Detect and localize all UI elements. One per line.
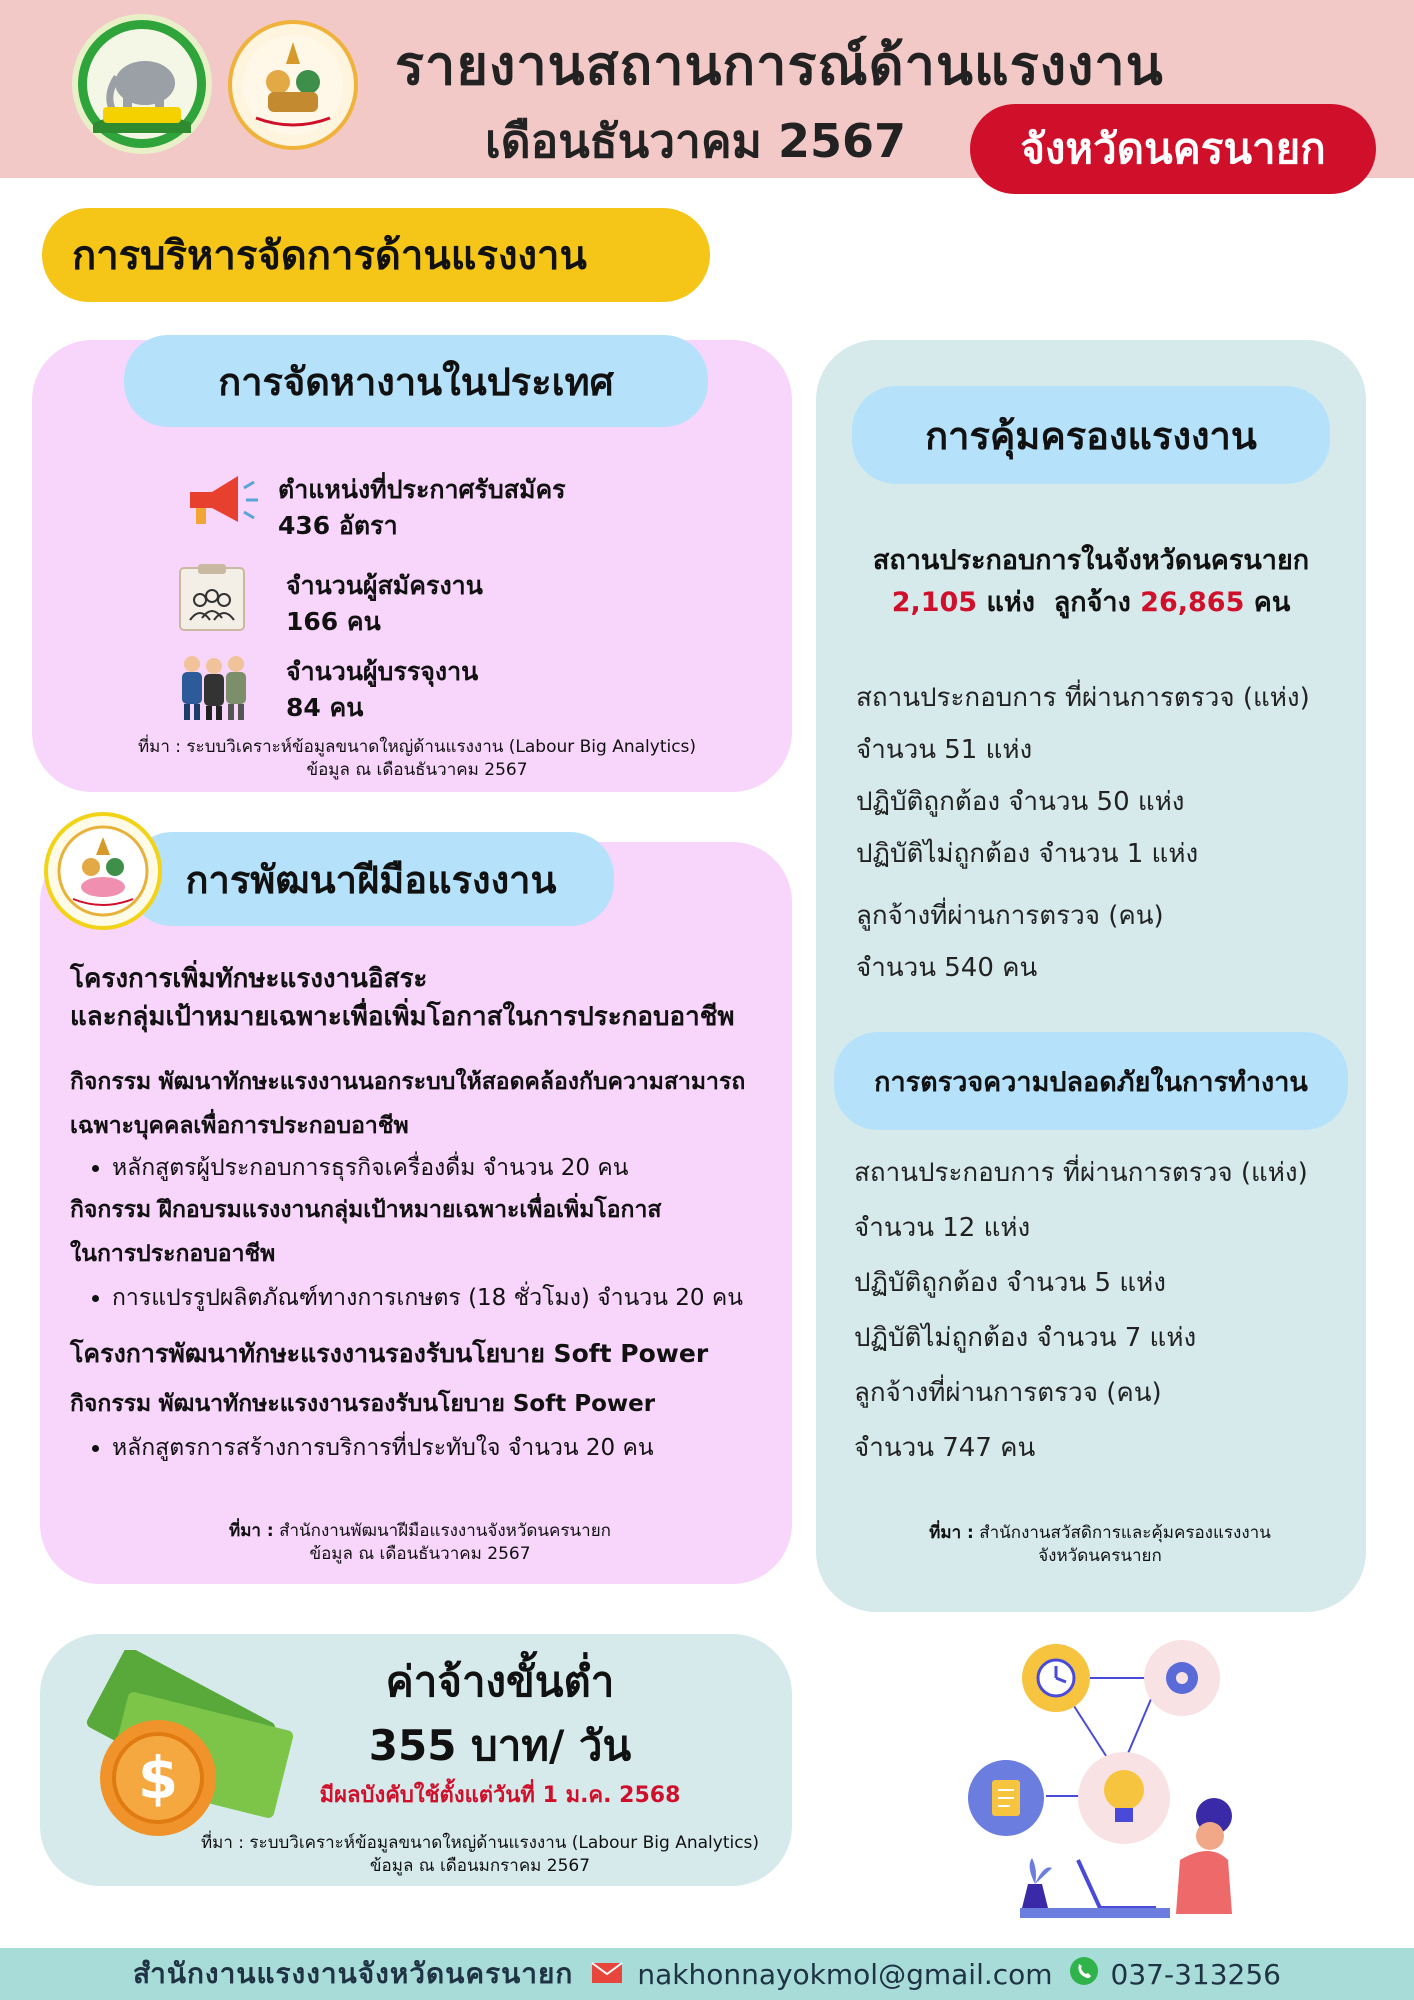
footer-email[interactable]: nakhonnayokmol@gmail.com [637,1957,1053,1991]
stat-label: ตำแหน่งที่ประกาศรับสมัคร [278,475,566,504]
province-badge: จังหวัดนครนายก [970,104,1376,194]
activity3: กิจกรรม พัฒนาทักษะแรงงานรองรับนโยบาย Soft Power [70,1391,656,1417]
money-icon [66,1650,306,1850]
clipboard-applicants-icon [176,562,248,634]
employees-count: 26,865 [1140,587,1245,618]
footer-office: สำนักงานแรงงานจังหวัดนครนายก [133,1957,574,1990]
phone-icon [1069,1956,1099,1993]
stat-applicants [286,568,483,640]
list-item: • การแปรรูปผลิตภัณฑ์ทางการเกษตร (18 ชั่วโมง) จำนวน 20 คน [112,1276,780,1320]
email-icon [591,1958,623,1991]
protection-inspection-details: สถานประกอบการ ที่ผ่านการตรวจ (แห่ง) จำนวน 51 แห่ง ปฏิบัติถูกต้อง จำนวน 50 แห่ง ปฏิบัติไม่ถูกต้อง จำนวน 1 แห่ง ลูกจ้างที่ผ่านการตรวจ (คน) จำนวน 540 คน [856,683,1310,983]
activity1-list [70,1148,780,1188]
skill-dev-department-badge [44,812,162,930]
stat-value: 166 คน [286,607,381,636]
stat-value: 84 คน [286,693,364,722]
ministry-of-labour-logo [228,20,358,150]
stat-posted-positions [278,472,566,544]
activity2: กิจกรรม ฝึกอบรมแรงงานกลุ่มเป้าหมายเฉพาะเพื่อเพิ่มโอกาส ในการประกอบอาชีพ [70,1197,662,1267]
min-wage-title: ค่าจ้างขั้นต่ำ [385,1657,615,1706]
safety-source: ที่มา : สำนักงานสวัสดิการและคุ้มครองแรงงาน จังหวัดนครนายก [929,1523,1271,1566]
skill-dev-title: การพัฒนาฝีมือแรงงาน [128,832,614,926]
activity2-list [70,1276,780,1320]
list-item: • หลักสูตรการสร้างการบริการที่ประทับใจ จำนวน 20 คน [112,1426,780,1470]
stat-label: จำนวนผู้บรรจุงาน [286,657,479,686]
svg-text:$: $ [137,1744,179,1812]
min-wage-effective: มีผลบังคับใช้ตั้งแต่วันที่ 1 ม.ค. 2568 [319,1783,681,1808]
project1-title: โครงการเพิ่มทักษะแรงงานอิสระ และกลุ่มเป้าหมายเฉพาะเพื่อเพิ่มโอกาสในการประกอบอาชีพ [70,964,735,1032]
skill-dev-content [70,960,780,1470]
workers-icon [176,650,252,722]
establishments-count: 2,105 [891,587,978,618]
report-month: เดือนธันวาคม 2567 [485,114,906,168]
activity3-list [70,1426,780,1470]
footer-bar [0,1948,1414,2000]
stat-label: จำนวนผู้สมัครงาน [286,571,483,600]
section-title: การบริหารจัดการด้านแรงงาน [42,208,710,302]
protection-summary: สถานประกอบการในจังหวัดนครนายก 2,105 แห่ง ลูกจ้าง 26,865 คน [872,545,1310,618]
footer-phone[interactable]: 037-313256 [1110,1957,1281,1991]
safety-title: การตรวจความปลอดภัยในการทำงาน [834,1032,1348,1130]
skill-dev-source: ที่มา : สำนักงานพัฒนาฝีมือแรงงานจังหวัดนครนายก ข้อมูล ณ เดือนธันวาคม 2567 [229,1521,611,1564]
min-wage-source: ที่มา : ระบบวิเคราะห์ข้อมูลขนาดใหญ่ด้านแรงงาน (Labour Big Analytics) ข้อมูล ณ เดือนมกราคม 2567 [200,1833,760,1876]
safety-inspection-details: สถานประกอบการ ที่ผ่านการตรวจ (แห่ง) จำนวน 12 แห่ง ปฏิบัติถูกต้อง จำนวน 5 แห่ง ปฏิบัติไม่ถูกต้อง จำนวน 7 แห่ง ลูกจ้างที่ผ่านการตรวจ (คน) จำนวน 747 คน [854,1158,1308,1463]
workspace-illustration [960,1638,1240,1924]
protection-title: การคุ้มครองแรงงาน [852,386,1330,484]
report-title: รายงานสถานการณ์ด้านแรงงาน [395,34,1164,97]
stat-value: 436 อัตรา [278,511,398,540]
department-emblem-icon [53,821,153,921]
elephant-emblem-icon [83,25,201,143]
min-wage-value: 355 บาท/ วัน [368,1721,632,1770]
project2-title: โครงการพัฒนาทักษะแรงงานรองรับนโยบาย Soft Power [70,1339,709,1368]
stat-placed [286,654,478,726]
list-item: • หลักสูตรผู้ประกอบการธุรกิจเครื่องดื่ม จำนวน 20 คน [112,1148,780,1188]
activity1: กิจกรรม พัฒนาทักษะแรงงานนอกระบบให้สอดคล้องกับความสามารถ เฉพาะบุคคลเพื่อการประกอบอาชีพ [70,1069,746,1139]
megaphone-icon [182,470,260,530]
province-logo [72,14,212,154]
ministry-emblem-icon [238,30,348,140]
domestic-jobs-source: ที่มา : ระบบวิเคราะห์ข้อมูลขนาดใหญ่ด้านแรงงาน (Labour Big Analytics) ข้อมูล ณ เดือนธันวาคม 2567 [137,737,697,780]
min-wage-content [300,1650,700,1814]
domestic-jobs-title: การจัดหางานในประเทศ [124,335,708,427]
